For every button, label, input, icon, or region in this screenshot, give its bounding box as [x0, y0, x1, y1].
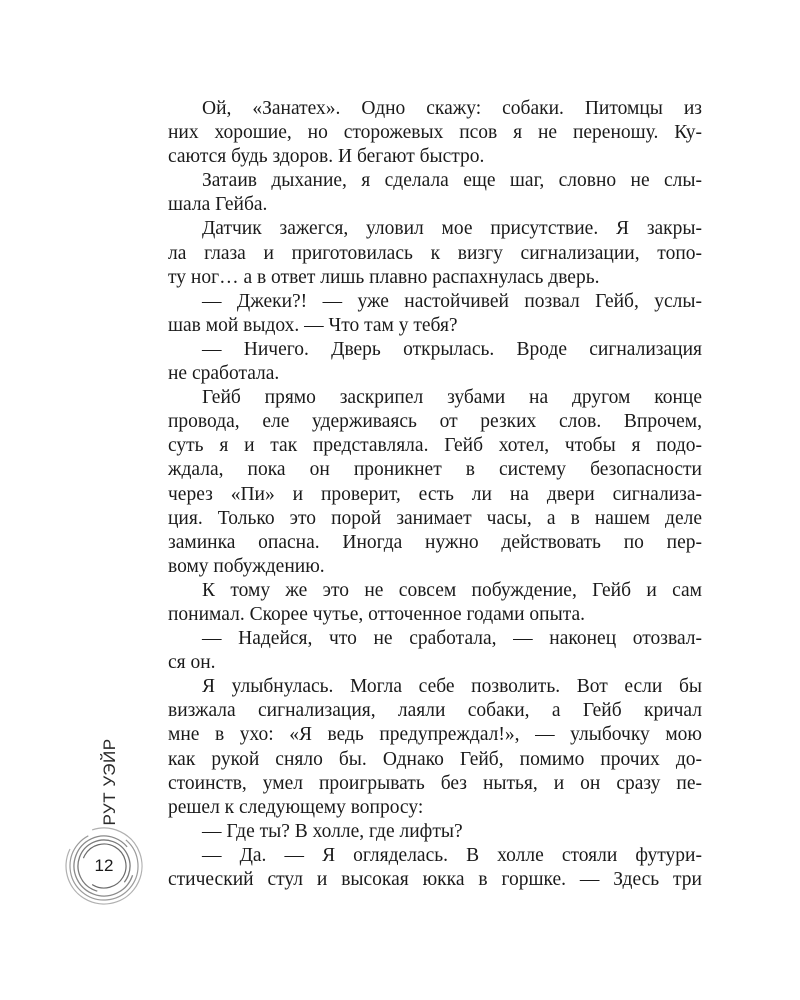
- text-line: ция. Только это порой занимает часы, а в нашем деле: [168, 507, 702, 529]
- text-line: Я улыбнулась. Могла себе позволить. Вот если бы: [202, 676, 702, 698]
- body-text: [168, 97, 702, 892]
- text-line: ла глаза и приготовилась к визгу сигнализации, топо-: [168, 242, 702, 264]
- text-line: Датчик зажегся, уловил мое присутствие. Я закры-: [202, 218, 702, 240]
- text-line: понимал. Скорее чутье, отточенное годами опыта.: [168, 603, 586, 625]
- text-line: стический стул и высокая юкка в горшке. — Здесь три: [168, 869, 702, 890]
- text-line: ту ног… а в ответ лишь плавно распахнулась дверь.: [168, 266, 600, 288]
- text-line: — Надейся, что не сработала, — наконец отозвал-: [202, 628, 702, 650]
- text-line: шав мой выдох. — Что там у тебя?: [168, 314, 458, 336]
- text-line: как рукой сняло бы. Однако Гейб, помимо прочих до-: [168, 748, 702, 770]
- text-line: ждала, пока он проникнет в систему безопасности: [168, 459, 702, 481]
- text-line: через «Пи» и проверит, есть ли на двери сигнализа-: [168, 483, 702, 505]
- text-line: Затаив дыхание, я сделала еще шаг, словно не слы-: [202, 170, 702, 192]
- text-line: ся он.: [168, 652, 216, 674]
- text-line: мне в ухо: «Я ведь предупреждал!», — улыбочку мою: [168, 724, 702, 746]
- text-line: них хорошие, но сторожевых псов я не переношу. Ку-: [168, 122, 702, 144]
- text-line: саются будь здоров. И бегают быстро.: [168, 146, 485, 168]
- running-head: [90, 738, 130, 826]
- text-line: провода, еле удерживаясь от резких слов. Впрочем,: [168, 411, 702, 433]
- text-line: Гейб прямо заскрипел зубами на другом конце: [202, 387, 702, 409]
- page-number: 12: [94, 856, 114, 875]
- text-line: К тому же это не совсем побуждение, Гейб и сам: [202, 579, 702, 601]
- text-line: решел к следующему вопросу:: [168, 796, 424, 818]
- page-number-ornament: [64, 826, 144, 906]
- text-line: — Да. — Я огляделась. В холле стояли футури-: [202, 844, 702, 866]
- text-line: — Джеки?! — уже настойчивей позвал Гейб, услы-: [202, 290, 702, 312]
- text-line: — Ничего. Дверь открылась. Вроде сигнализация: [202, 338, 702, 360]
- text-line: не сработала.: [168, 363, 280, 385]
- text-line: визжала сигнализация, лаяли собаки, а Гейб кричал: [168, 700, 702, 722]
- text-line: суть я и так представляла. Гейб хотел, чтобы я подо-: [168, 435, 702, 457]
- text-line: — Где ты? В холле, где лифты?: [202, 820, 463, 842]
- text-line: вому побуждению.: [168, 555, 325, 577]
- text-line: стоинств, умел проигрывать без нытья, и он сразу пе-: [168, 772, 702, 794]
- text-line: Ой, «Занатех». Одно скажу: собаки. Питомцы из: [202, 98, 702, 119]
- text-line: шала Гейба.: [168, 194, 268, 216]
- author-name: РУТ УЭЙР: [100, 738, 119, 826]
- text-line: заминка опасна. Иногда нужно действовать по пер-: [168, 531, 702, 553]
